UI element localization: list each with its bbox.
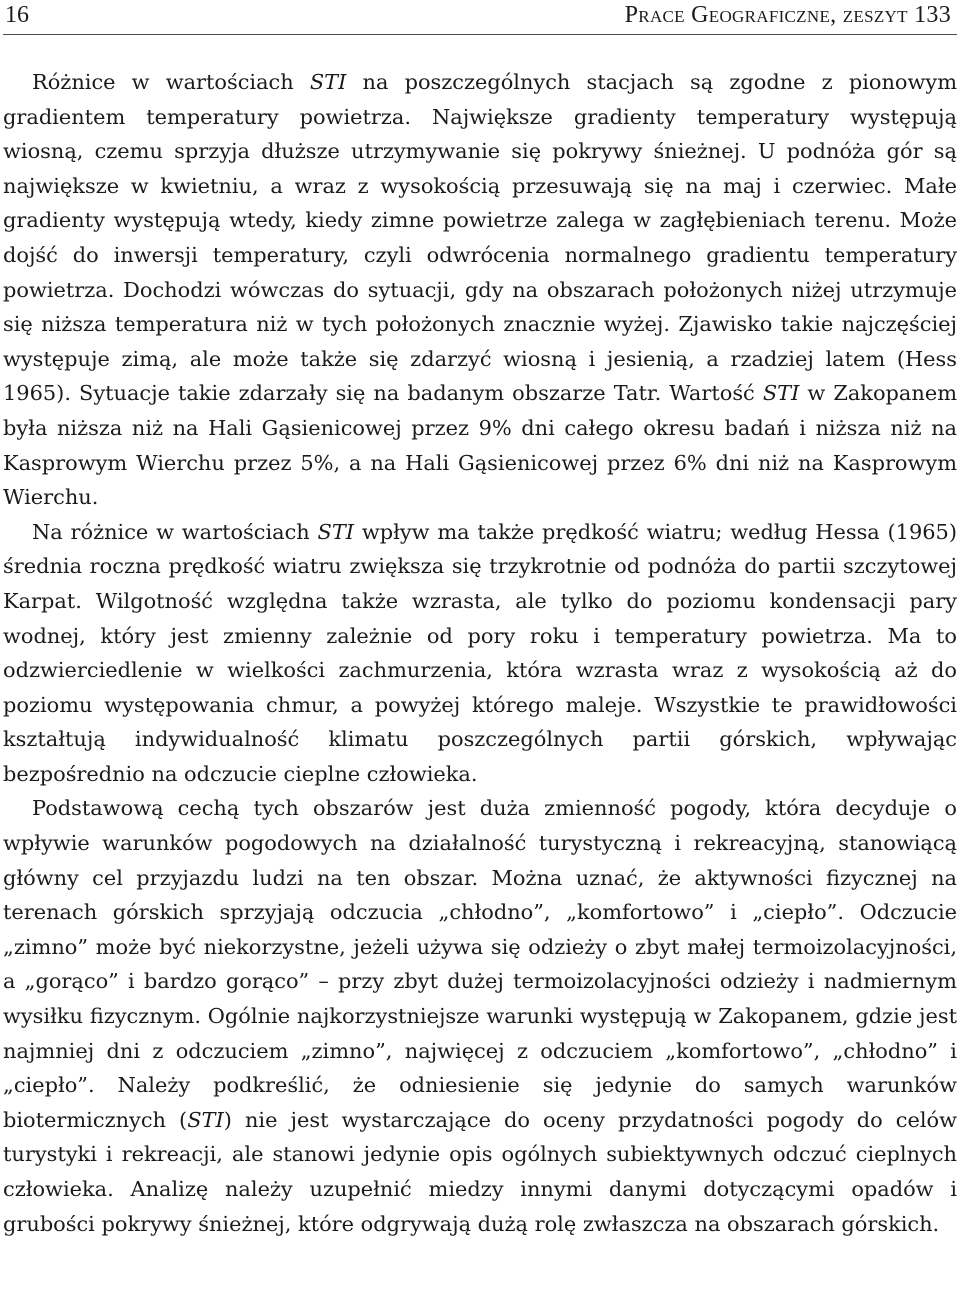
sti-abbreviation: STI [309, 70, 347, 94]
paragraph-1: Różnice w wartościach STI na poszczególnych stacjach są zgodne z pionowym gradientem temperatury powietrza. Największe gradienty temperatury występują wiosną, czemu sprzyja dłuższe utrzymywanie się pokrywy śnieżnej. U podnóża gór są największe w kwietniu, a wraz z wysokością przesuwają się na maj i czerwiec. Małe gradienty występują wtedy, kiedy zimne powietrze zalega w zagłębieniach terenu. Może dojść do inwersji temperatury, czyli odwrócenia normalnego gradientu temperatury powietrza. Dochodzi wówczas do sytuacji, gdy na obszarach położonych niżej utrzymuje się niższa temperatura niż w tych położonych znacznie wyżej. Zjawisko takie najczęściej występuje zimą, ale może także się zdarzyć wiosną i jesienią, a rzadziej latem (Hess 1965). Sytuacje takie zdarzały się na badanym obszarze Tatr. Wartość STI w Zakopanem była niższa niż na Hali Gąsienicowej przez 9% dni całego okresu badań i niższa niż na Kasprowym Wierchu przez 5%, a na Hali Gąsienicowej przez 6% dni niż na Kasprowym Wierchu. [3, 70, 957, 510]
sti-abbreviation: STI [317, 519, 355, 544]
paragraph-2: Na różnice w wartościach STI wpływ ma także prędkość wiatru; według Hessa (1965) średnia roczna prędkość wiatru zwiększa się trzykrotnie od podnóża do partii szczytowej Karpat. Wilgotność względna także wzrasta, ale tylko do poziomu kondensacji pary wodnej, który jest zmienny zależnie od pory roku i temperatury powietrza. Ma to odzwierciedlenie w wielkości zachmurzenia, która wzrasta wraz z wysokością aż do poziomu występowania chmur, a powyżej którego maleje. Wszystkie te prawidłowości kształtują indywidualność klimatu poszczególnych partii górskich, wpływając bezpośrednio na odczucie cieplne człowieka. [3, 519, 957, 786]
paragraph-3: Podstawową cechą tych obszarów jest duża zmienność pogody, która decyduje o wpływie warunków pogodowych na działalność turystyczną i rekreacyjną, stanowiącą główny cel przyjazdu ludzi na ten obszar. Można uznać, że aktywności fizycznej na terenach górskich sprzyjają odczucia „chłodno”, „komfortowo” i „ciepło”. Odczucie „zimno” może być niekorzystne, jeżeli używa się odzieży o zbyt małej termoizolacyjności, a „gorąco” i bardzo gorąco” – przy zbyt dużej termoizolacyjności odzieży i nadmiernym wysiłku fizycznym. Ogólnie najkorzystniejsze warunki występują w Zakopanem, gdzie jest najmniej dni z odczuciem „zimno”, najwięcej z odczuciem „komfortowo”, „chłodno” i „ciepło”. Należy podkreślić, że odniesienie się jedynie do samych warunków biotermicznych (STI) nie jest wystarczające do oceny przydatności pogody do celów turystyki i rekreacji, ale stanowi jedynie opis ogólnych subiektywnych odczuć cieplnych człowieka. Analizę należy uzupełnić miedzy innymi danymi dotyczącymi opadów i grubości pokrywy śnieżnej, które odgrywają dużą rolę zwłaszcza na obszarach górskich. [3, 796, 957, 1236]
page-number: 16 [5, 2, 29, 28]
sti-abbreviation: STI [762, 381, 800, 406]
body-text [3, 65, 957, 1241]
running-head: Prace Geograficzne, zeszyt 133 [624, 2, 951, 28]
sti-abbreviation: STI [187, 1107, 224, 1132]
page-header [3, 0, 957, 35]
